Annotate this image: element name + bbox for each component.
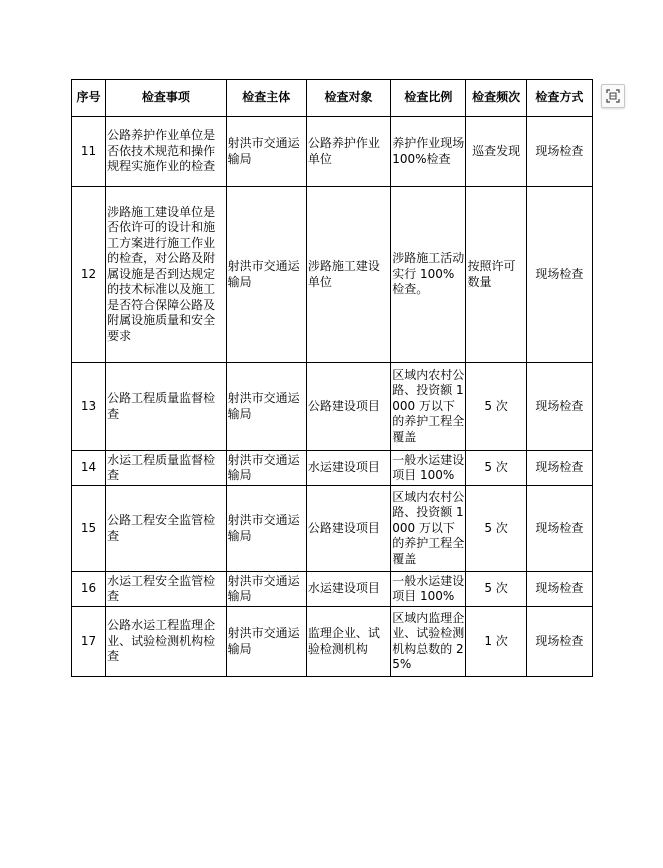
table-row: [72, 572, 593, 607]
cell-seq: 14: [72, 451, 106, 486]
header-body: 检查主体: [226, 80, 306, 117]
cell-object: 水运建设项目: [306, 572, 390, 607]
header-method: 检查方式: [526, 80, 592, 117]
cell-freq: 5 次: [466, 363, 526, 451]
table-row: [72, 117, 593, 187]
cell-body: 射洪市交通运输局: [226, 572, 306, 607]
cell-freq: 5 次: [466, 572, 526, 607]
cell-body: 射洪市交通运输局: [226, 187, 306, 363]
cell-body: 射洪市交通运输局: [226, 117, 306, 187]
table-row: [72, 451, 593, 486]
cell-item: 公路水运工程监理企业、试验检测机构检查: [106, 607, 226, 677]
cell-object: 公路建设项目: [306, 486, 390, 572]
cell-method: 现场检查: [526, 187, 592, 363]
cell-item: 涉路施工建设单位是否依许可的设计和施工方案进行施工作业的检查，对公路及附属设施是否到达规定的技术标准以及施工是否符合保障公路及附属设施质量和安全要求: [106, 187, 226, 363]
cell-method: 现场检查: [526, 486, 592, 572]
cell-method: 现场检查: [526, 363, 592, 451]
cell-object: 监理企业、试验检测机构: [306, 607, 390, 677]
cell-seq: 16: [72, 572, 106, 607]
cell-item: 公路工程安全监管检查: [106, 486, 226, 572]
table-row: [72, 187, 593, 363]
cell-body: 射洪市交通运输局: [226, 486, 306, 572]
header-seq: 序号: [72, 80, 106, 117]
cell-item: 水运工程安全监管检查: [106, 572, 226, 607]
cell-object: 公路建设项目: [306, 363, 390, 451]
header-object: 检查对象: [306, 80, 390, 117]
cell-freq: 5 次: [466, 486, 526, 572]
header-freq: 检查频次: [466, 80, 526, 117]
cell-body: 射洪市交通运输局: [226, 363, 306, 451]
cell-ratio: 区域内农村公路、投资额 1000 万以下的养护工程全覆盖: [391, 486, 466, 572]
header-item: 检查事项: [106, 80, 226, 117]
table-row: [72, 607, 593, 677]
table-row: [72, 363, 593, 451]
header-ratio: 检查比例: [391, 80, 466, 117]
select-frame-glyph: [606, 89, 620, 103]
cell-object: 涉路施工建设单位: [306, 187, 390, 363]
cell-freq: 5 次: [466, 451, 526, 486]
cell-body: 射洪市交通运输局: [226, 451, 306, 486]
cell-item: 公路养护作业单位是否依技术规范和操作规程实施作业的检查: [106, 117, 226, 187]
cell-freq: 1 次: [466, 607, 526, 677]
cell-seq: 17: [72, 607, 106, 677]
table-header-row: [72, 80, 593, 117]
table-row: [72, 486, 593, 572]
cell-method: 现场检查: [526, 117, 592, 187]
cell-item: 公路工程质量监督检查: [106, 363, 226, 451]
cell-method: 现场检查: [526, 451, 592, 486]
cell-ratio: 养护作业现场 100%检查: [391, 117, 466, 187]
cell-ratio: 一般水运建设项目 100%: [391, 572, 466, 607]
cell-ratio: 区域内监理企业、试验检测机构总数的 25%: [391, 607, 466, 677]
cell-method: 现场检查: [526, 607, 592, 677]
cell-ratio: 区域内农村公路、投资额 1000 万以下的养护工程全覆盖: [391, 363, 466, 451]
cell-ratio: 涉路施工活动实行 100%检查。: [391, 187, 466, 363]
cell-object: 水运建设项目: [306, 451, 390, 486]
cell-ratio: 一般水运建设项目 100%: [391, 451, 466, 486]
cell-body: 射洪市交通运输局: [226, 607, 306, 677]
select-frame-icon[interactable]: [601, 84, 625, 108]
cell-object: 公路养护作业单位: [306, 117, 390, 187]
cell-method: 现场检查: [526, 572, 592, 607]
cell-seq: 11: [72, 117, 106, 187]
cell-freq: 按照许可数量: [466, 187, 526, 363]
cell-seq: 12: [72, 187, 106, 363]
inspection-table: [71, 79, 593, 677]
cell-freq: 巡查发现: [466, 117, 526, 187]
cell-seq: 13: [72, 363, 106, 451]
cell-item: 水运工程质量监督检查: [106, 451, 226, 486]
cell-seq: 15: [72, 486, 106, 572]
